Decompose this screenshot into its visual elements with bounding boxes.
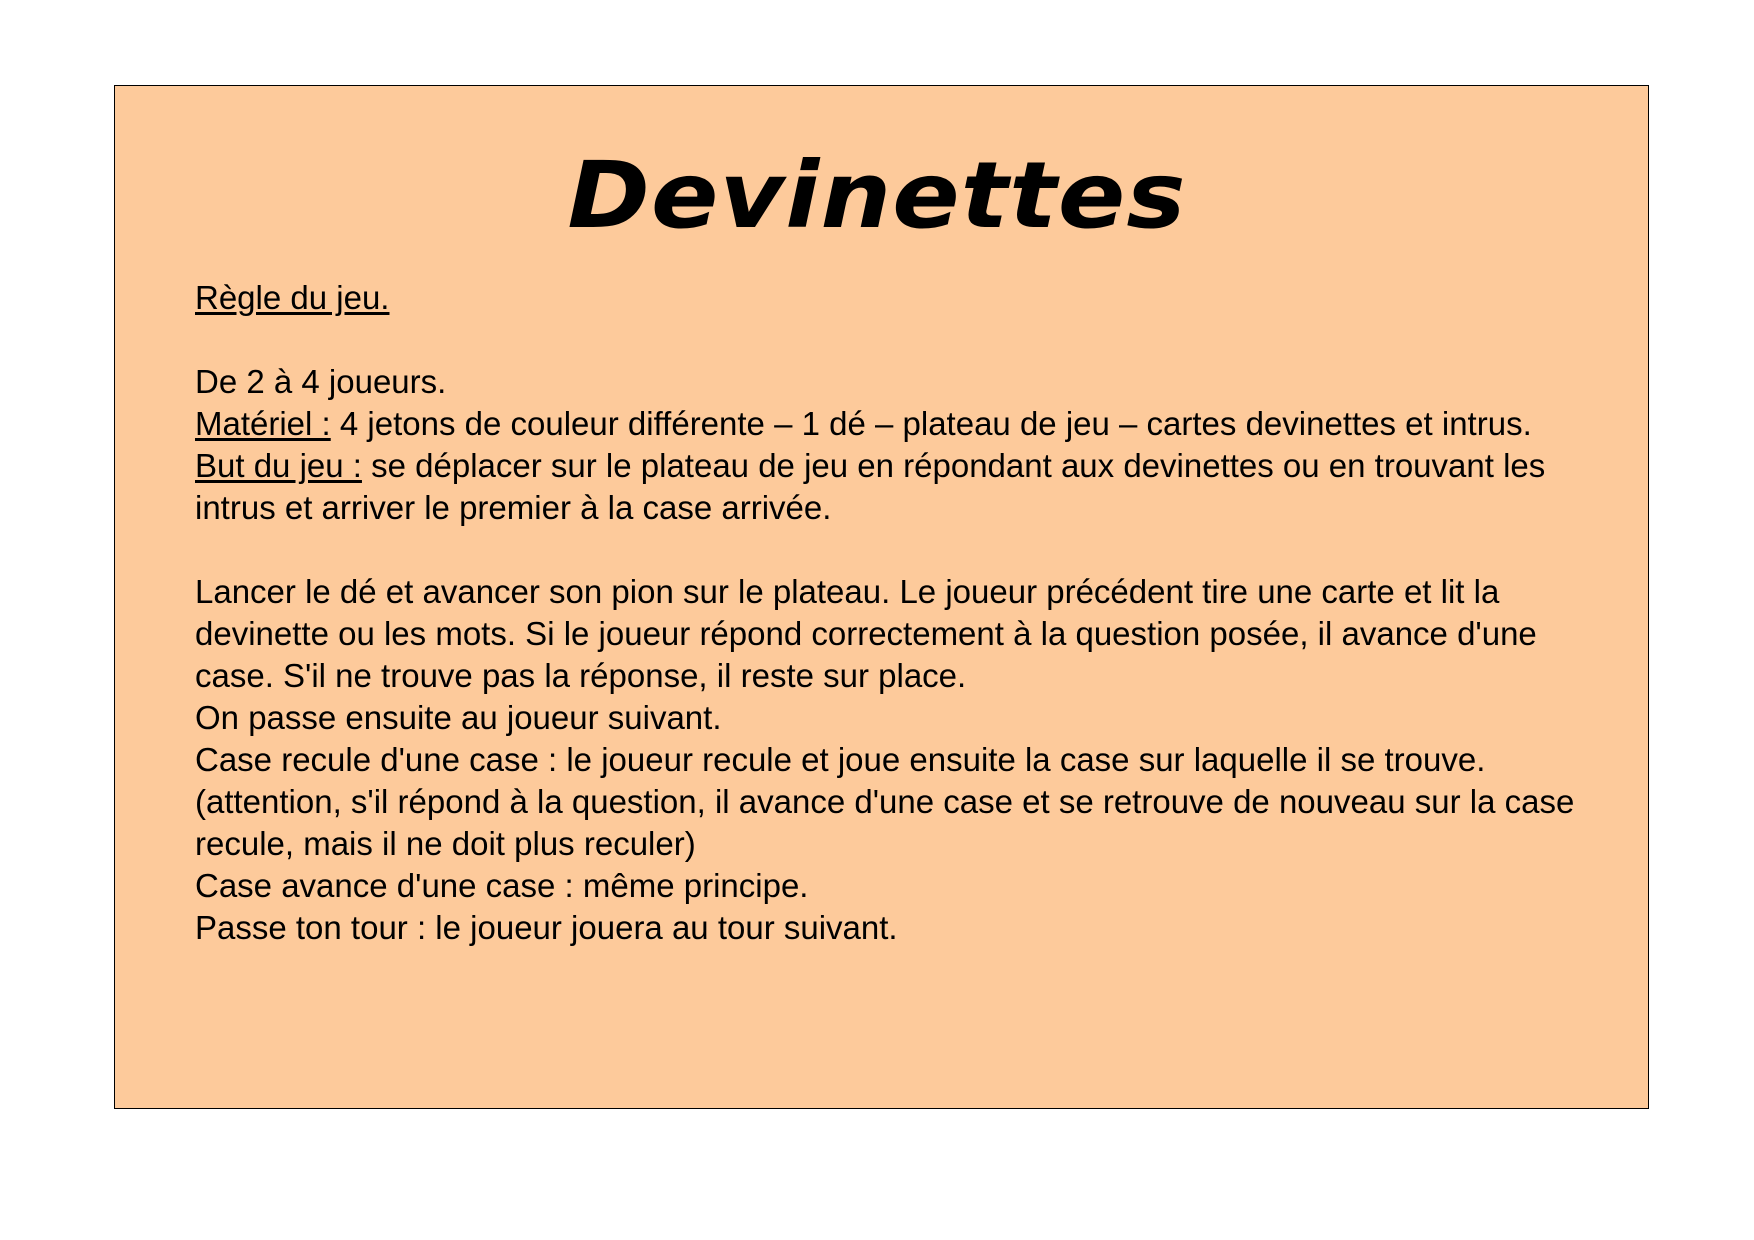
but-text: se déplacer sur le plateau de jeu en répondant aux devinettes ou en trouvant les intrus et arriver le premier à la case arrivée. <box>195 447 1546 526</box>
rule-paragraph-1: Lancer le dé et avancer son pion sur le plateau. Le joueur précédent tire une carte et lit la devinette ou les mots. Si le joueur répond correctement à la question posée, il avance d'une case. S'il ne trouve pas la réponse, il reste sur place. <box>195 573 1537 694</box>
materiel-paragraph <box>195 403 1595 445</box>
players-line: De 2 à 4 joueurs. <box>195 363 447 400</box>
spacer <box>195 529 1595 571</box>
section-heading-text: Règle du jeu. <box>195 279 390 316</box>
spacer <box>195 319 1595 361</box>
rule-paragraph-4: Case avance d'une case : même principe. <box>195 867 809 904</box>
materiel-text: 4 jetons de couleur différente – 1 dé – plateau de jeu – cartes devinettes et intrus. <box>330 405 1532 442</box>
section-heading <box>195 277 1595 319</box>
but-label: But du jeu : <box>195 447 362 484</box>
rule-paragraph-5: Passe ton tour : le joueur jouera au tour suivant. <box>195 909 898 946</box>
but-paragraph <box>195 445 1595 529</box>
rule-paragraph-2: On passe ensuite au joueur suivant. <box>195 699 722 736</box>
materiel-label: Matériel : <box>195 405 331 442</box>
page-title: Devinettes <box>567 142 1187 249</box>
rule-paragraph-3: Case recule d'une case : le joueur recule et joue ensuite la case sur laquelle il se trouve. (attention, s'il répond à la question, il avance d'une case et se retrouve de nouveau sur la case recule, mais il ne doit plus reculer) <box>195 741 1575 862</box>
rules-content <box>195 277 1595 949</box>
